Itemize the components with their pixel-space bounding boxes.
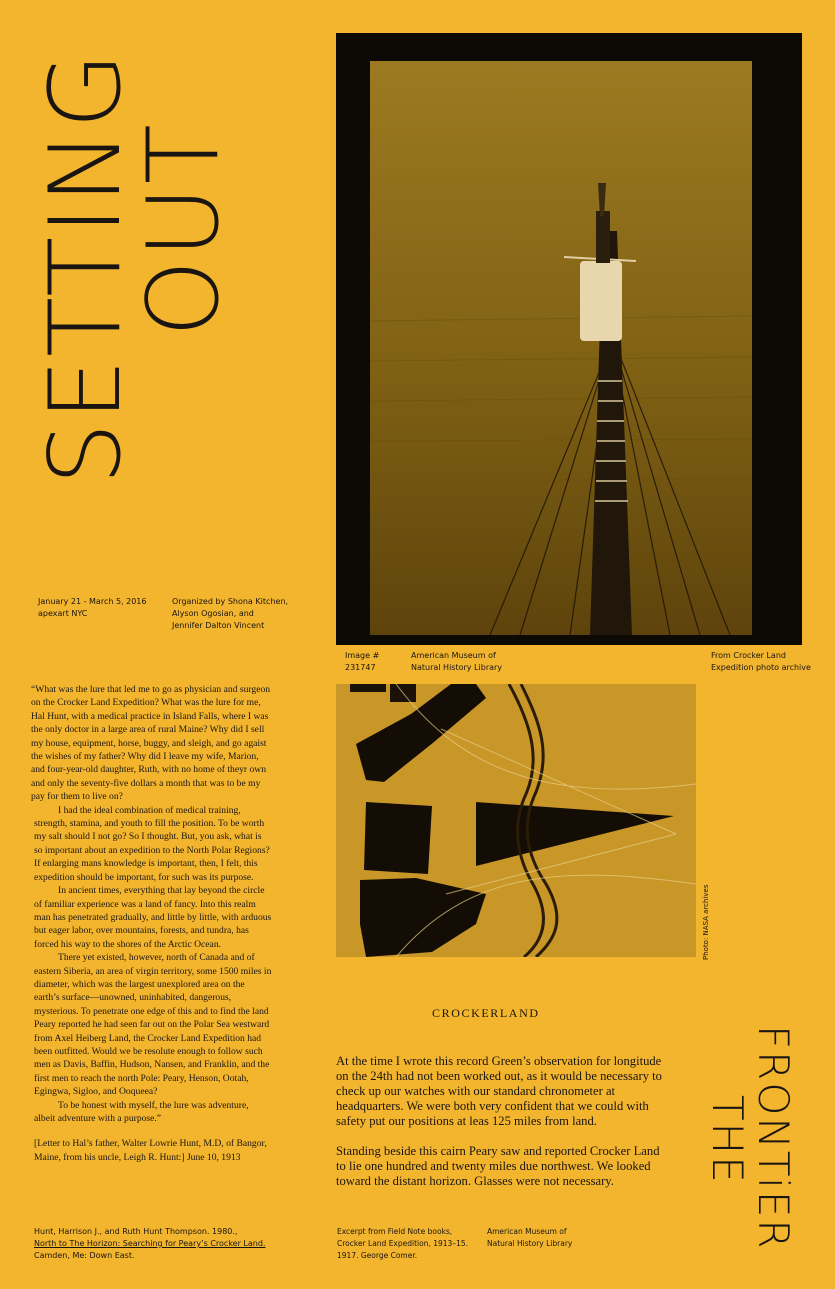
caption-source-line-2: Natural History Library [411,663,503,672]
excerpt-line-1: Excerpt from Field Note books, [337,1227,453,1236]
excerpt-line-3: 1917. George Comer. [337,1251,418,1260]
crockerland-heading: CROCKERLAND [432,1006,540,1020]
crockerland-text [336,1054,666,1204]
letter-text [31,683,272,1164]
photo1-caption-archive [711,650,811,674]
event-dates: January 21 - March 5, 2016 [38,597,147,606]
library-line-1: American Museum of [487,1227,567,1236]
letter-signature: [Letter to Hal’s father, Walter Lowrie Hunt, M.D, of Bangor, Maine, from his uncle, Leigh R. Hunt:] June 10, 1913 [34,1138,267,1163]
title-line-out: OUT [127,122,241,337]
letter-paragraph: I had the ideal combination of medical training, strength, stamina, and youth to fill the position. To be worth my salt should I not go? So I thought. But, you ask, what is so important about an expedition to the North Polar Regions? If enlarging mans knowledge is important, then, I felt, this expedition should be important, for such was its purpose. [34,804,270,883]
library-source [487,1226,572,1250]
crockerland-paragraph: At the time I wrote this record Green’s observation for longitude on the 24th had not been worked out, as it would be necessary to check up our watches with our standard chronometer at headquarters. We were both very confident that we could with safety put our positions at leas 125 miles from land. [336,1054,662,1128]
title-setting-out [29,30,247,485]
photo-sea-area [370,61,752,635]
citation-line-1: Hunt, Harrison J., and Ruth Hunt Thompson. 1980., [34,1227,238,1236]
shockwave-illustration [336,684,696,957]
caption-source-line-1: American Museum of [411,651,496,660]
photo1-caption-source [411,650,502,674]
excerpt-source [337,1226,468,1262]
caption-image-number: 231747 [345,663,376,672]
library-line-2: Natural History Library [487,1239,573,1248]
letter-paragraph: “What was the lure that led me to go as physician and surgeon on the Crocker Land Expedition? What was the lure for me, Hal Hunt, with a medical practice in Island Falls, where I was the only doctor in a large area of rural Maine? Why did I sell my house, equipment, horse, buggy, and sleigh, and go agaist the wishes of my father? Why did I leave my wife, Marion, and four-year-old daughter, Ruth, with no home of theyr own and only the seventy-five dollars a month that was to be my pay for them to live on? [31,684,271,803]
caption-image-label: Image # [345,651,380,660]
caption-archive-line-2: Expedition photo archive [711,663,811,672]
letter-paragraph: There yet existed, however, north of Canada and of eastern Siberia, an area of virgin territory, some 1500 miles in diameter, which was the largest unexplored area on the earth’s surface—unowned, uninhabited, dangerous, mysterious. To penetrate one edge of this and to find the land Peary reported he had seen far out on the Polar Sea westward from Axel Heiberg Land, the Crocker Land Expedition had been outfitted. Would we be resolute enough to follow such men as Davis, Baffin, Hudson, Nansen, and Franklin, and the first men to reach the north Pole: Peary, Henson, Ootah, Egingwa, Sigloo, and Ooqueea? [34,952,272,1098]
letter-paragraph: In ancient times, everything that lay beyond the circle of familiar experience was a land of fancy. Into this realm man has penetrated gradually, and little by little, with arduous but eager labor, over mountains, forests, and tundra, has forced his way to the shores of the Arctic Ocean. [34,885,272,950]
organizers-block [172,596,288,632]
nasa-photograph [336,684,696,957]
letter-paragraph: To be honest with myself, the lure was adventure, albeit adventure with a purpose.” [34,1099,249,1124]
organizers-line-1: Organized by Shona Kitchen, [172,597,288,606]
citation-book-title: North to The Horizon: Searching for Peary’s Crocker Land. [34,1239,266,1248]
crockerland-paragraph: Standing beside this cairn Peary saw and reported Crocker Land to lie one hundred and twenty miles due northwest. We looked toward the distant horizon. Glasses were not necessary. [336,1144,660,1188]
title-line-frontier: FRONTiER [749,1025,798,1251]
nasa-credit-wrap [700,880,712,960]
title-the-frontier [700,1025,796,1250]
caption-archive-line-1: From Crocker Land [711,651,786,660]
title-line-setting: SETTING [29,50,143,485]
citation [34,1226,284,1262]
organizers-line-3: Jennifer Dalton Vincent [172,621,265,630]
nasa-credit: Photo: NASA archives [702,884,710,960]
mast-photograph [336,33,802,645]
organizers-line-2: Alyson Ogosian, and [172,609,254,618]
excerpt-line-2: Crocker Land Expedition, 1913–15. [337,1239,468,1248]
photo1-caption-image [345,650,379,674]
citation-line-3: Camden, Me: Down East. [34,1251,135,1260]
event-dates-block [38,596,147,620]
mast-illustration [370,61,752,635]
event-venue: apexart NYC [38,609,88,618]
title-line-the: THE [703,1095,752,1185]
